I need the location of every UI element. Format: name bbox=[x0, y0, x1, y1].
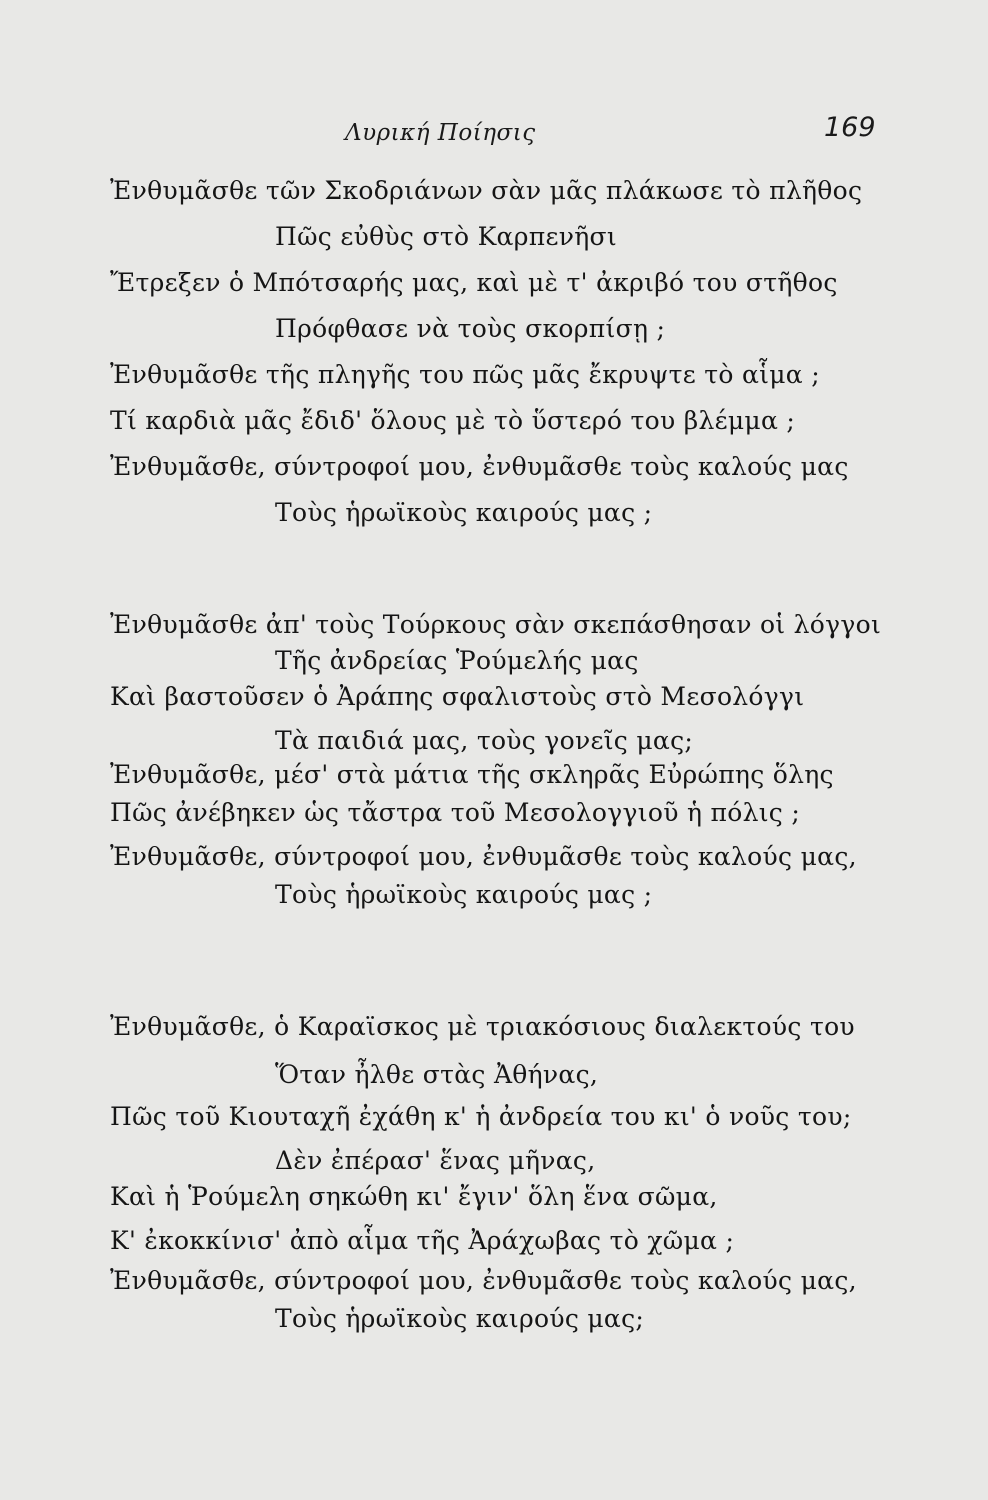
poem-line: Ἐνθυμᾶσθε, μέσ' στὰ μάτια τῆς σκληρᾶς Εὐρώπης ὅλης bbox=[110, 760, 834, 789]
poem-line: Δὲν ἐπέρασ' ἕνας μῆνας, bbox=[275, 1146, 596, 1175]
poem-line: Ἐνθυμᾶσθε, σύντροφοί μου, ἐνθυμᾶσθε τοὺς καλούς μας, bbox=[110, 1266, 857, 1295]
poem-line: Ἔτρεξεν ὁ Μπότσαρής μας, καὶ μὲ τ' ἀκριβό του στῆθος bbox=[110, 268, 838, 297]
poem-line: Πῶς ἀνέβηκεν ὡς τἄστρα τοῦ Μεσολογγιοῦ ἡ πόλις ; bbox=[110, 798, 801, 827]
poem-line: Τῆς ἀνδρείας Ῥούμελής μας bbox=[275, 646, 639, 675]
poem-line: Ὅταν ἦλθε στὰς Ἀθήνας, bbox=[275, 1060, 599, 1089]
poem-line: Καὶ βαστοῦσεν ὁ Ἀράπης σφαλιστοὺς στὸ Μεσολόγγι bbox=[110, 682, 805, 711]
poem-line: Πῶς εὐθὺς στὸ Καρπενῆσι bbox=[275, 222, 617, 251]
poem-line: Ἐνθυμᾶσθε, σύντροφοί μου, ἐνθυμᾶσθε τοὺς καλούς μας bbox=[110, 452, 849, 481]
running-header bbox=[0, 112, 988, 152]
poem-line: Τὰ παιδιά μας, τοὺς γονεῖς μας; bbox=[275, 726, 694, 755]
poem-line: Τί καρδιὰ μᾶς ἔδιδ' ὅλους μὲ τὸ ὕστερό του βλέμμα ; bbox=[110, 406, 796, 435]
poem-line: Ἐνθυμᾶσθε ἀπ' τοὺς Τούρκους σὰν σκεπάσθησαν οἱ λόγγοι bbox=[110, 610, 882, 639]
poem-line: Καὶ ἡ Ῥούμελη σηκώθη κι' ἔγιν' ὅλη ἕνα σῶμα, bbox=[110, 1182, 718, 1211]
poem-line: Πρόφθασε νὰ τοὺς σκορπίσῃ ; bbox=[275, 314, 666, 343]
poem-line: Ἐνθυμᾶσθε, σύντροφοί μου, ἐνθυμᾶσθε τοὺς καλούς μας, bbox=[110, 842, 857, 871]
section-title: Λυρική Ποίησις bbox=[345, 120, 536, 146]
poem-line: Ἐνθυμᾶσθε τῶν Σκοδριάνων σὰν μᾶς πλάκωσε τὸ πλῆθος bbox=[110, 176, 863, 205]
poem-line: Τοὺς ἡρωϊκοὺς καιρούς μας ; bbox=[275, 498, 653, 527]
poem-line: Πῶς τοῦ Κιουταχῆ ἐχάθη κ' ἡ ἀνδρεία του κι' ὁ νοῦς του; bbox=[110, 1102, 852, 1131]
poem-line: Τοὺς ἡρωϊκοὺς καιρούς μας ; bbox=[275, 880, 653, 909]
poem-line: Τοὺς ἡρωϊκοὺς καιρούς μας; bbox=[275, 1304, 645, 1333]
poem-line: Ἐνθυμᾶσθε, ὁ Καραϊσκος μὲ τριακόσιους διαλεκτούς του bbox=[110, 1012, 855, 1041]
page-number: 169 bbox=[824, 112, 876, 143]
poem-line: Ἐνθυμᾶσθε τῆς πληγῆς του πῶς μᾶς ἔκρυψτε τὸ αἷμα ; bbox=[110, 360, 820, 389]
poem-line: Κ' ἐκοκκίνισ' ἀπὸ αἷμα τῆς Ἀράχωβας τὸ χῶμα ; bbox=[110, 1226, 735, 1255]
